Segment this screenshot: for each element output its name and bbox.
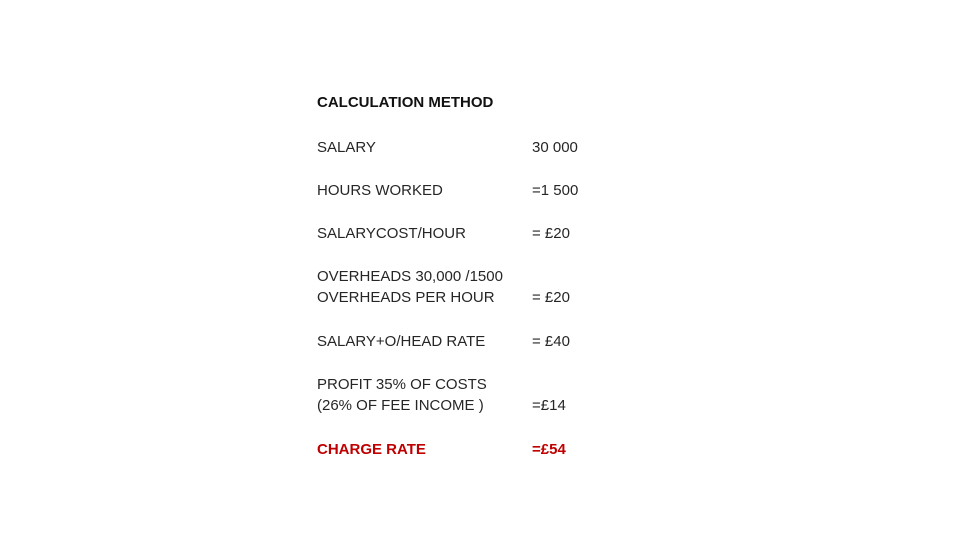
charge-rate-label: CHARGE RATE — [317, 441, 426, 458]
hours-worked-value: =1 500 — [532, 182, 579, 199]
page-title: CALCULATION METHOD — [317, 94, 494, 111]
salary-label: SALARY — [317, 139, 376, 156]
salary-cost-per-hour-value: = £20 — [532, 225, 570, 242]
overheads-label-line2: OVERHEADS PER HOUR — [317, 289, 495, 306]
salary-value: 30 000 — [532, 139, 578, 156]
salary-cost-per-hour-label: SALARYCOST/HOUR — [317, 225, 466, 242]
salary-overhead-rate-value: = £40 — [532, 333, 570, 350]
overheads-label-line1: OVERHEADS 30,000 /1500 — [317, 268, 503, 285]
profit-value: =£14 — [532, 397, 566, 414]
profit-label-line1: PROFIT 35% OF COSTS — [317, 376, 487, 393]
overheads-label — [317, 266, 503, 308]
profit-label-line2: (26% OF FEE INCOME ) — [317, 397, 484, 414]
hours-worked-label: HOURS WORKED — [317, 182, 443, 199]
profit-label — [317, 374, 487, 416]
overheads-value: = £20 — [532, 289, 570, 306]
salary-overhead-rate-label: SALARY+O/HEAD RATE — [317, 333, 486, 350]
charge-rate-value: =£54 — [532, 441, 566, 458]
